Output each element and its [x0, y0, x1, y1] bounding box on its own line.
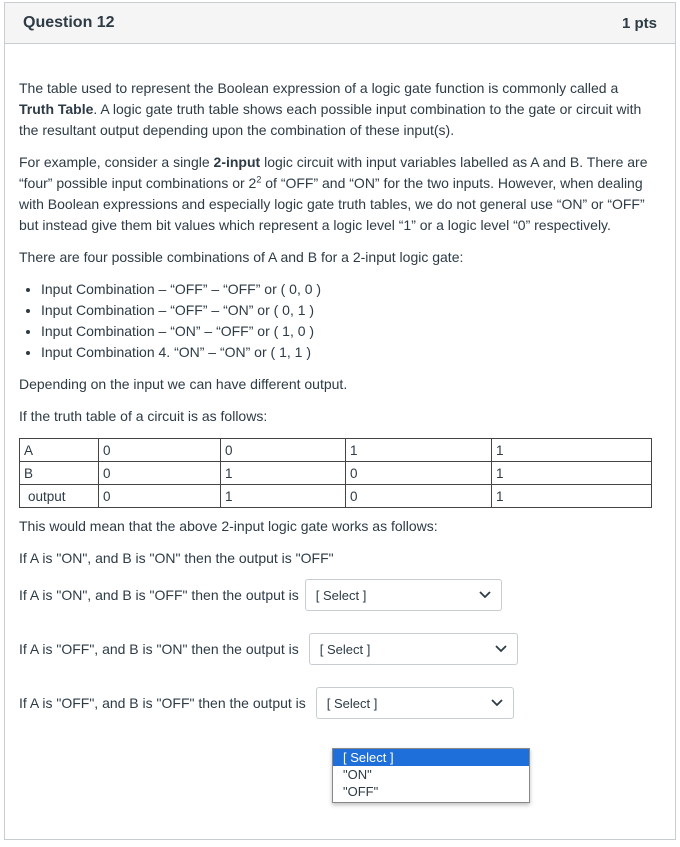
- paragraph-combinations-intro: There are four possible combinations of A and B for a 2-input logic gate:: [19, 249, 464, 265]
- paragraph-given-case: If A is "ON", and B is "ON" then the output is "OFF": [19, 550, 334, 566]
- dropdown-option-off[interactable]: "OFF": [343, 784, 379, 799]
- table-cell: 1: [492, 439, 652, 462]
- dropdown-option-on[interactable]: "ON": [343, 767, 372, 782]
- example-text-b: logic circuit with input variables labelled as A and B. There are “four” possible input combinations or 2: [19, 154, 648, 191]
- paragraph-truth-table-intro: If the truth table of a circuit is as follows:: [19, 408, 268, 424]
- list-item: • Input Combination – “OFF” – “ON” or ( 0, 1 ): [41, 300, 649, 321]
- table-cell: 1: [221, 485, 346, 508]
- select-dropdown-list: [332, 748, 530, 803]
- answer-select-1[interactable]: [305, 579, 502, 611]
- intro-text-end: . A logic gate truth table shows each possible input combination to the gate or circuit with the resultant output depending upon the combination of these input(s).: [19, 101, 642, 138]
- question-title: Question 12: [23, 14, 115, 31]
- truth-table: [19, 438, 652, 508]
- question-1-label: If A is "ON", and B is "OFF" then the output is: [19, 586, 299, 603]
- table-cell: 0: [99, 439, 221, 462]
- intro-bold: Truth Table: [19, 101, 94, 117]
- table-row: [20, 439, 652, 462]
- table-cell: 1: [346, 439, 492, 462]
- list-item: • Input Combination – “ON” – “OFF” or ( 1, 0 ): [41, 321, 649, 342]
- example-bold: 2-input: [213, 154, 261, 170]
- chevron-down-icon: [479, 591, 491, 599]
- question-row-2: [19, 632, 649, 666]
- example-text-c: of “OFF” and “ON” for the two inputs. However, when dealing with Boolean expressions and especially logic gate truth tables, we do not general use “ON” or “OFF” but instead give them bit values which represent a logic level “1” or a logic level “0” respectively.: [19, 175, 645, 233]
- chevron-down-icon: [491, 699, 503, 707]
- table-cell: 0: [99, 485, 221, 508]
- question-row-3: [19, 686, 649, 720]
- list-item: • Input Combination – “OFF” – “OFF” or ( 0, 0 ): [41, 279, 649, 300]
- question-2-label: If A is "OFF", and B is "ON" then the output is: [19, 640, 299, 657]
- table-cell: 1: [492, 485, 652, 508]
- table-cell: 1: [492, 462, 652, 485]
- dropdown-option-select[interactable]: [ Select ]: [333, 749, 529, 766]
- table-cell: B: [20, 462, 99, 485]
- paragraph-intro: [19, 78, 649, 141]
- question-points: 1 pts: [621, 14, 657, 32]
- question-body: [19, 78, 649, 720]
- table-cell: 0: [346, 462, 492, 485]
- list-item: • Input Combination 4. “ON” – “ON” or ( 1, 1 ): [41, 342, 649, 363]
- example-text-a: For example, consider a single: [19, 154, 214, 170]
- paragraph-example: [19, 152, 649, 236]
- answer-select-2[interactable]: [309, 633, 518, 665]
- example-superscript: 2: [256, 174, 262, 185]
- select-value: [ Select ]: [326, 695, 378, 711]
- answer-select-3[interactable]: [316, 687, 514, 719]
- question-header: [5, 3, 675, 44]
- select-value: [ Select ]: [315, 587, 367, 603]
- question-row-1: [19, 578, 649, 612]
- select-value: [ Select ]: [319, 641, 371, 657]
- table-cell: A: [20, 439, 99, 462]
- chevron-down-icon: [495, 645, 507, 653]
- table-cell: 0: [221, 439, 346, 462]
- table-row: [20, 462, 652, 485]
- question-3-label: If A is "OFF", and B is "OFF" then the output is: [19, 694, 306, 711]
- table-cell: output: [20, 485, 99, 508]
- table-cell: 0: [99, 462, 221, 485]
- intro-text: The table used to represent the Boolean expression of a logic gate function is commonly called a: [19, 80, 619, 96]
- paragraph-depending: Depending on the input we can have different output.: [19, 376, 348, 392]
- table-cell: 1: [221, 462, 346, 485]
- table-cell: 0: [346, 485, 492, 508]
- paragraph-works-as-follows: This would mean that the above 2-input logic gate works as follows:: [19, 518, 438, 534]
- combinations-list: [19, 279, 649, 363]
- table-row: [20, 485, 652, 508]
